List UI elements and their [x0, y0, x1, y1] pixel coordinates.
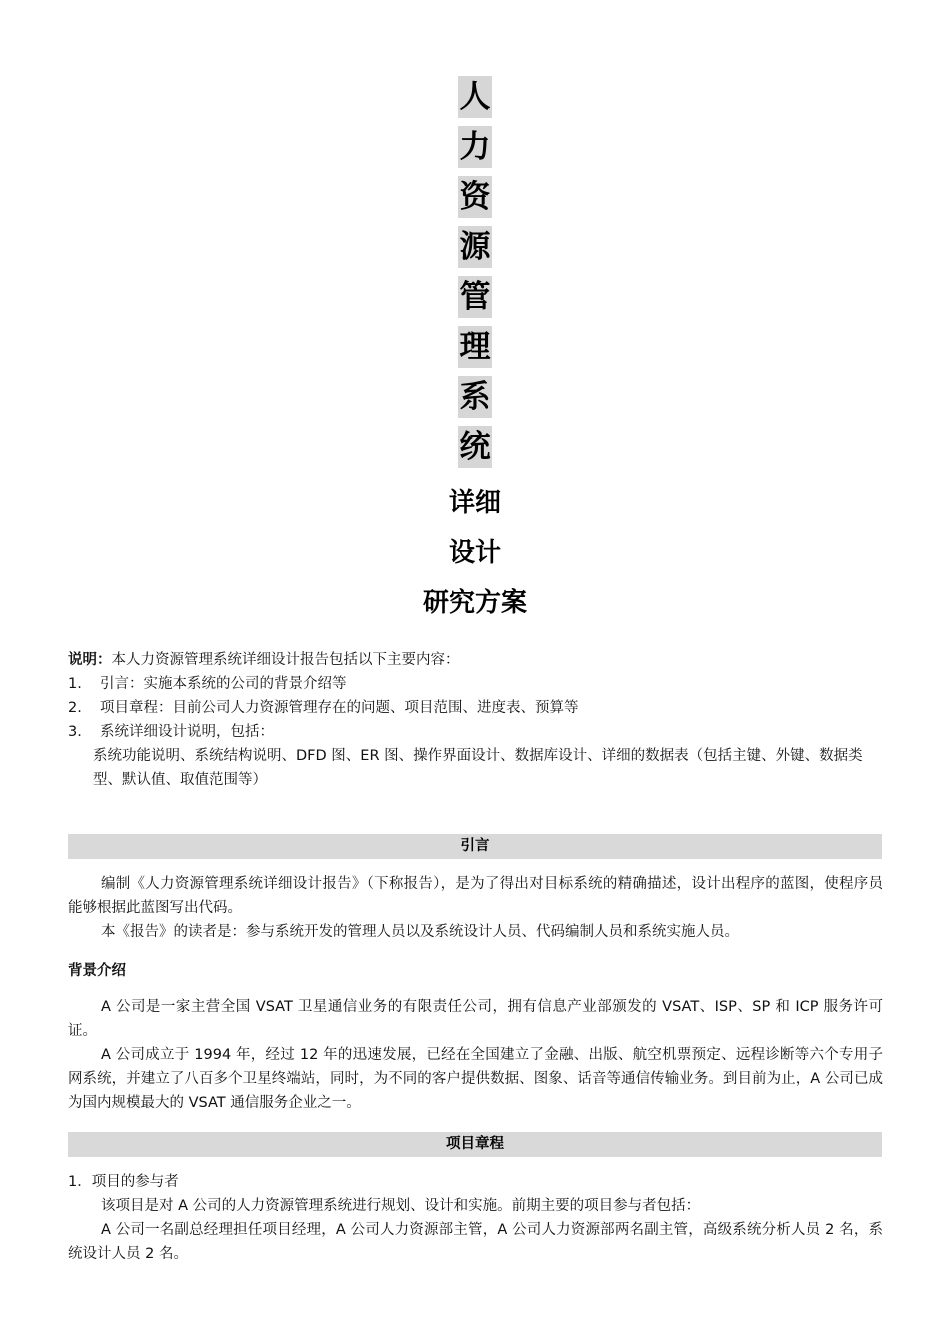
title-char: 人	[458, 76, 492, 118]
title-char: 系	[458, 376, 492, 418]
subtitle-research-plan: 研究方案	[422, 588, 527, 618]
title-char: 资	[458, 176, 492, 218]
intro-label: 说明：	[68, 652, 112, 668]
list-item	[68, 720, 883, 744]
list-text: 项目章程：目前公司人力资源管理存在的问题、项目范围、进度表、预算等	[100, 700, 579, 716]
subtitle-detailed: 详细	[448, 488, 501, 518]
section-header-introduction: 引言	[68, 834, 882, 859]
paragraph: A 公司一名副总经理担任项目经理，A 公司人力资源部主管，A 公司人力资源部两名副主管，高级系统分析人员 2 名，系统设计人员 2 名。	[68, 1222, 883, 1262]
title-char: 力	[458, 126, 492, 168]
charter-section	[68, 1170, 883, 1266]
background-section	[68, 995, 883, 1115]
intro-block	[68, 648, 883, 792]
background-heading-block	[68, 959, 883, 983]
list-number: 1.	[68, 676, 82, 692]
paragraph: A 公司成立于 1994 年，经过 12 年的迅速发展，已经在全国建立了金融、出版、航空机票预定、远程诊断等六个专用子网系统，并建立了八百多个卫星终端站，同时，为不同的客户提供数据、图象、话音等通信传输业务。到目前为止，A 公司已成为国内规模最大的 VSAT 通信服务企业之一。	[68, 1047, 883, 1111]
document-title-vertical	[458, 76, 492, 476]
section-header-project-charter: 项目章程	[68, 1132, 882, 1157]
list-item-detail: 系统功能说明、系统结构说明、DFD 图、ER 图、操作界面设计、数据库设计、详细的数据表（包括主键、外键、数据类型、默认值、取值范围等）	[93, 748, 863, 788]
background-heading: 背景介绍	[68, 963, 126, 979]
paragraph: 编制《人力资源管理系统详细设计报告》（下称报告），是为了得出对目标系统的精确描述，设计出程序的蓝图，使程序员能够根据此蓝图写出代码。	[68, 876, 883, 916]
participants-heading: 1．项目的参与者	[68, 1174, 179, 1190]
paragraph: 该项目是对 A 公司的人力资源管理系统进行规划、设计和实施。前期主要的项目参与者包括：	[101, 1198, 701, 1214]
introduction-section	[68, 872, 883, 944]
list-text: 系统详细设计说明，包括：	[100, 724, 274, 740]
intro-text: 本人力资源管理系统详细设计报告包括以下主要内容：	[111, 652, 460, 668]
intro-line	[68, 648, 883, 672]
list-item	[68, 672, 883, 696]
list-number: 3.	[68, 724, 82, 740]
list-text: 引言：实施本系统的公司的背景介绍等	[100, 676, 347, 692]
subtitle-design: 设计	[448, 538, 501, 568]
title-char: 统	[458, 426, 492, 468]
paragraph: 本《报告》的读者是：参与系统开发的管理人员以及系统设计人员、代码编制人员和系统实施人员。	[101, 924, 739, 940]
paragraph: A 公司是一家主营全国 VSAT 卫星通信业务的有限责任公司，拥有信息产业部颁发的 VSAT、ISP、SP 和 ICP 服务许可证。	[68, 999, 883, 1039]
title-char: 源	[458, 226, 492, 268]
list-item	[68, 696, 883, 720]
title-char: 理	[458, 326, 492, 368]
list-number: 2.	[68, 700, 82, 716]
title-char: 管	[458, 276, 492, 318]
